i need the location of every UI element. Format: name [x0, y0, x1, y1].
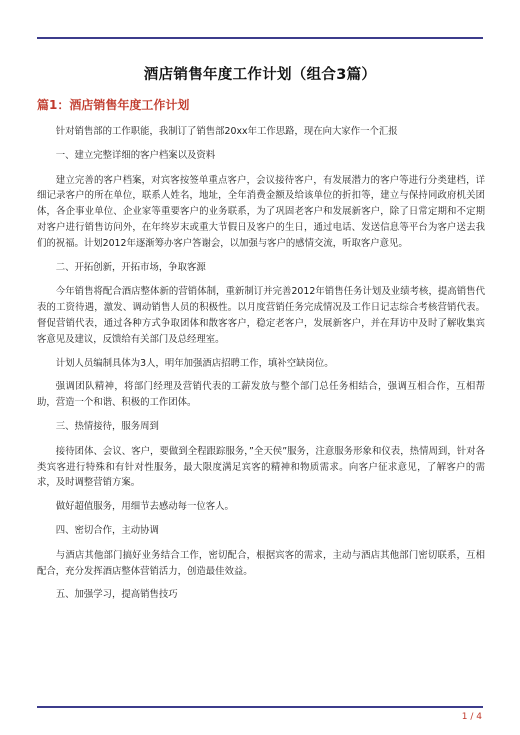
- document-body: [37, 124, 485, 612]
- body-paragraph: 计划人员编制具体为3人，明年加强酒店招聘工作，填补空缺岗位。: [55, 357, 334, 369]
- body-paragraph: 今年销售将配合酒店整体新的营销体制，重新制订并完善2012年销售任务计划及业绩考核，提高销售代表的工资待遇，激发、调动销售人员的积极性。以月度营销任务完成情况及工作日记志综合考核营销代表。督促营销代表，通过各种方式争取团体和散客客户，稳定老客户，发展新客户，并在拜访中及时了解收集宾客意见及建议，反馈给有关部门及总经理室。: [37, 286, 485, 345]
- body-paragraph: 与酒店其他部门搞好业务结合工作，密切配合，根据宾客的需求，主动与酒店其他部门密切联系，互相配合，充分发挥酒店整体营销活力，创造最佳效益。: [37, 549, 485, 577]
- section-heading-2: 二、开拓创新，开拓市场，争取客源: [55, 261, 206, 273]
- page-number: 1 / 4: [461, 712, 482, 722]
- body-paragraph: 做好超值服务，用细节去感动每一位客人。: [55, 501, 234, 513]
- section-heading-1: 一、建立完整详细的客户档案以及资料: [55, 149, 216, 161]
- section-heading-4: 四、密切合作，主动协调: [55, 524, 159, 536]
- page-title: 酒店销售年度工作计划（组合3篇）: [143, 67, 377, 83]
- footer-rule: [37, 706, 483, 708]
- intro-paragraph: 针对销售部的工作职能，我制订了销售部20xx年工作思路，现在向大家作一个汇报: [55, 126, 398, 137]
- section-heading-5: 五、加强学习，提高销售技巧: [55, 589, 178, 601]
- header-rule: [37, 37, 483, 39]
- body-paragraph: 建立完善的客户档案，对宾客按签单重点客户，会议接待客户，有发展潜力的客户等进行分类建档，详细记录客户的所在单位，联系人姓名，地址，全年消费金额及给该单位的折扣等，建立与保持同政府机关团体，各企事业单位、企业家等重要客户的业务联系，为了巩固老客户和发展新客户，除了日常定期和不定期对客户进行销售访问外，在年终岁末或重大节假日及客户的生日，通过电话、发送信息等平台为客户送去我们的祝福。计划2012年逐渐筹办客户答谢会，以加强与客户的感情交流，听取客户意见。: [37, 174, 485, 249]
- body-paragraph: 强调团队精神，将部门经理及营销代表的工薪发放与整个部门总任务相结合，强调互相合作，互相帮助，营造一个和谐、积极的工作团体。: [37, 381, 485, 409]
- body-paragraph: 接待团体、会议、客户，要做到全程跟踪服务，”全天侯”服务，注意服务形象和仪表，热情周到，针对各类宾客进行特殊和有针对性服务，最大限度满足宾客的精神和物质需求。向客户征求意见，了解客户的需求，及时调整营销方案。: [37, 445, 485, 489]
- section-subtitle: 篇1：酒店销售年度工作计划: [37, 98, 190, 112]
- section-heading-3: 三、热情接待，服务周到: [55, 420, 159, 432]
